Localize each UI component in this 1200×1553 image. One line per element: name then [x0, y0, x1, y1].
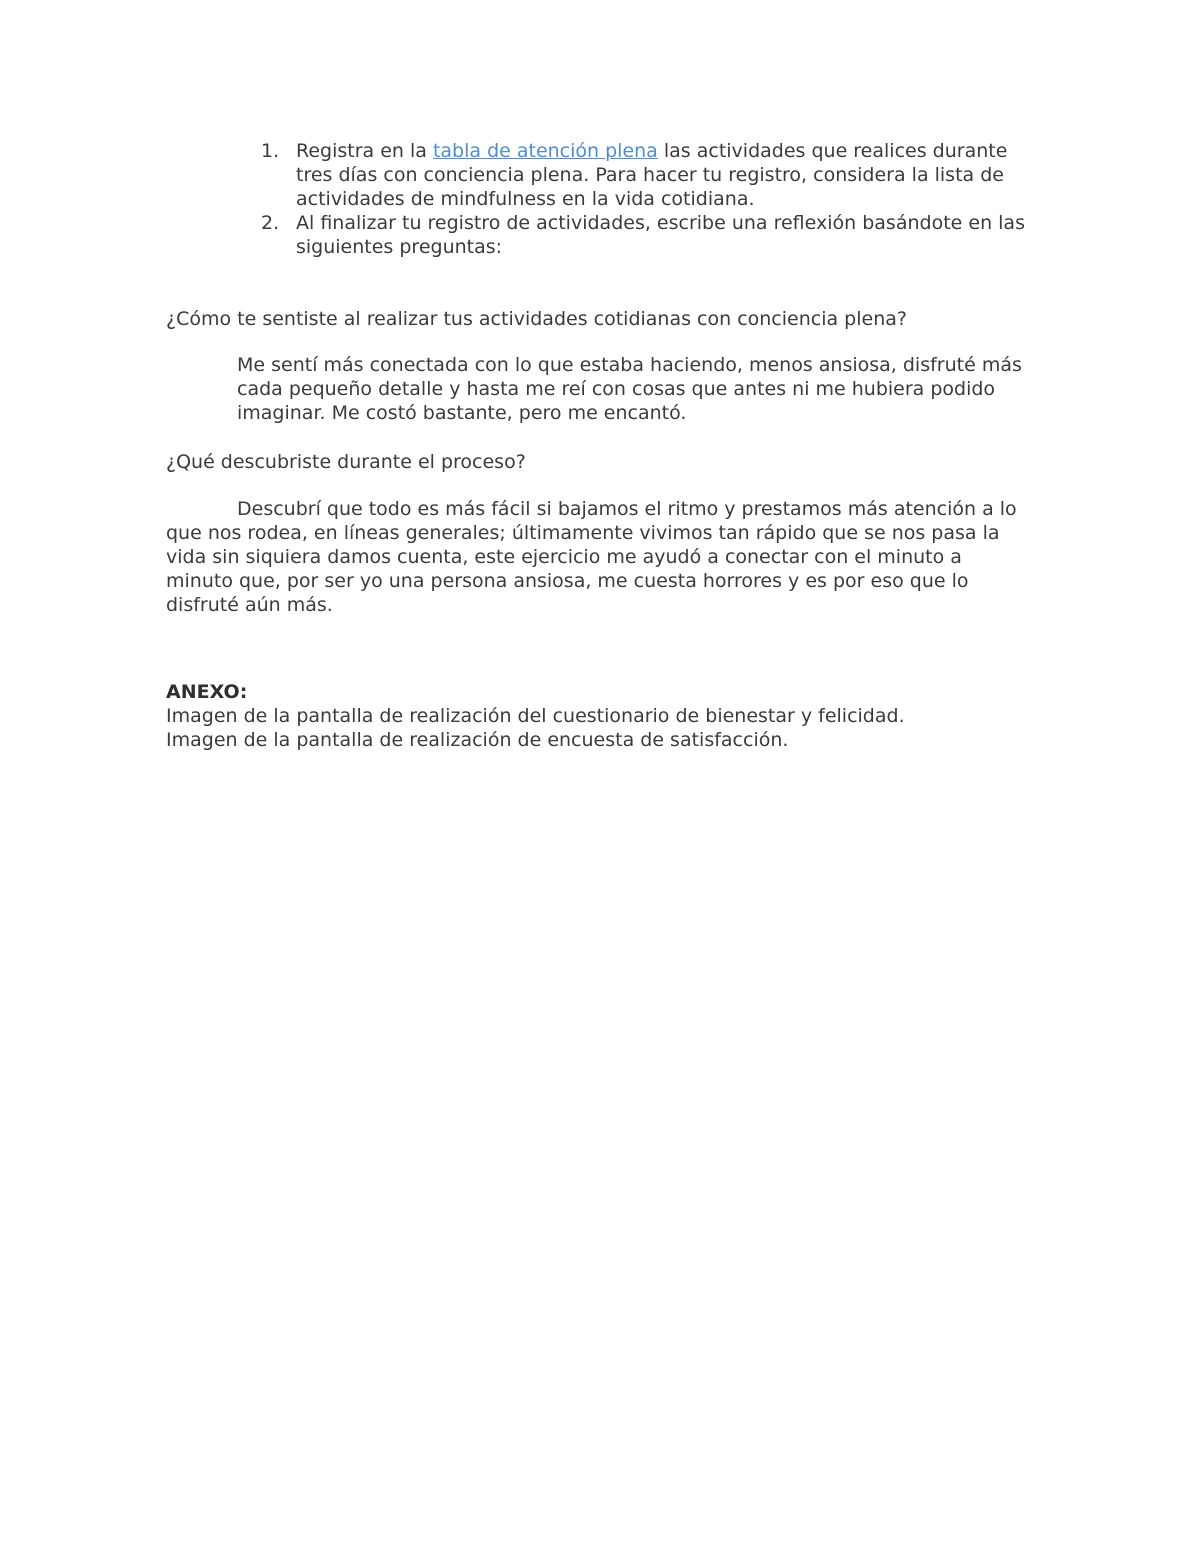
- list-item: [258, 211, 1048, 259]
- annex-line-1: Imagen de la pantalla de realización del cuestionario de bienestar y felicidad.: [166, 705, 905, 727]
- list-item: [258, 139, 1048, 211]
- attention-table-link[interactable]: tabla de atención plena: [432, 140, 658, 162]
- question-2: ¿Qué descubriste durante el proceso?: [166, 451, 526, 473]
- list-number: 2.: [261, 212, 280, 234]
- instruction-list: [258, 139, 1048, 259]
- list-item-text-start: Registra en la: [296, 140, 433, 162]
- list-item-text: Al finalizar tu registro de actividades, escribe una reflexión basándote en las siguientes preguntas:: [296, 212, 1025, 258]
- annex-line-2: Imagen de la pantalla de realización de encuesta de satisfacción.: [166, 729, 789, 751]
- annex-title: ANEXO:: [166, 681, 248, 703]
- answer-2: Descubrí que todo es más fácil si bajamos el ritmo y prestamos más atención a lo que nos rodea, en líneas generales; últimamente vivimos tan rápido que se nos pasa la vida sin siquiera damos cuenta, este ejercicio me ayudó a conectar con el minuto a minuto que, por ser yo una persona ansiosa, me cuesta horrores y es por eso que lo disfruté aún más.: [166, 498, 1017, 616]
- answer-1: Me sentí más conectada con lo que estaba haciendo, menos ansiosa, disfruté más cada pequeño detalle y hasta me reí con cosas que antes ni me hubiera podido imaginar. Me costó bastante, pero me encantó.: [237, 354, 1022, 424]
- question-1: ¿Cómo te sentiste al realizar tus actividades cotidianas con conciencia plena?: [166, 308, 907, 330]
- list-item-text-end: las actividades que realices durante tres días con conciencia plena. Para hacer tu registro, considera la lista de actividades de mindfulness en la vida cotidiana.: [296, 140, 1008, 210]
- list-number: 1.: [261, 140, 280, 162]
